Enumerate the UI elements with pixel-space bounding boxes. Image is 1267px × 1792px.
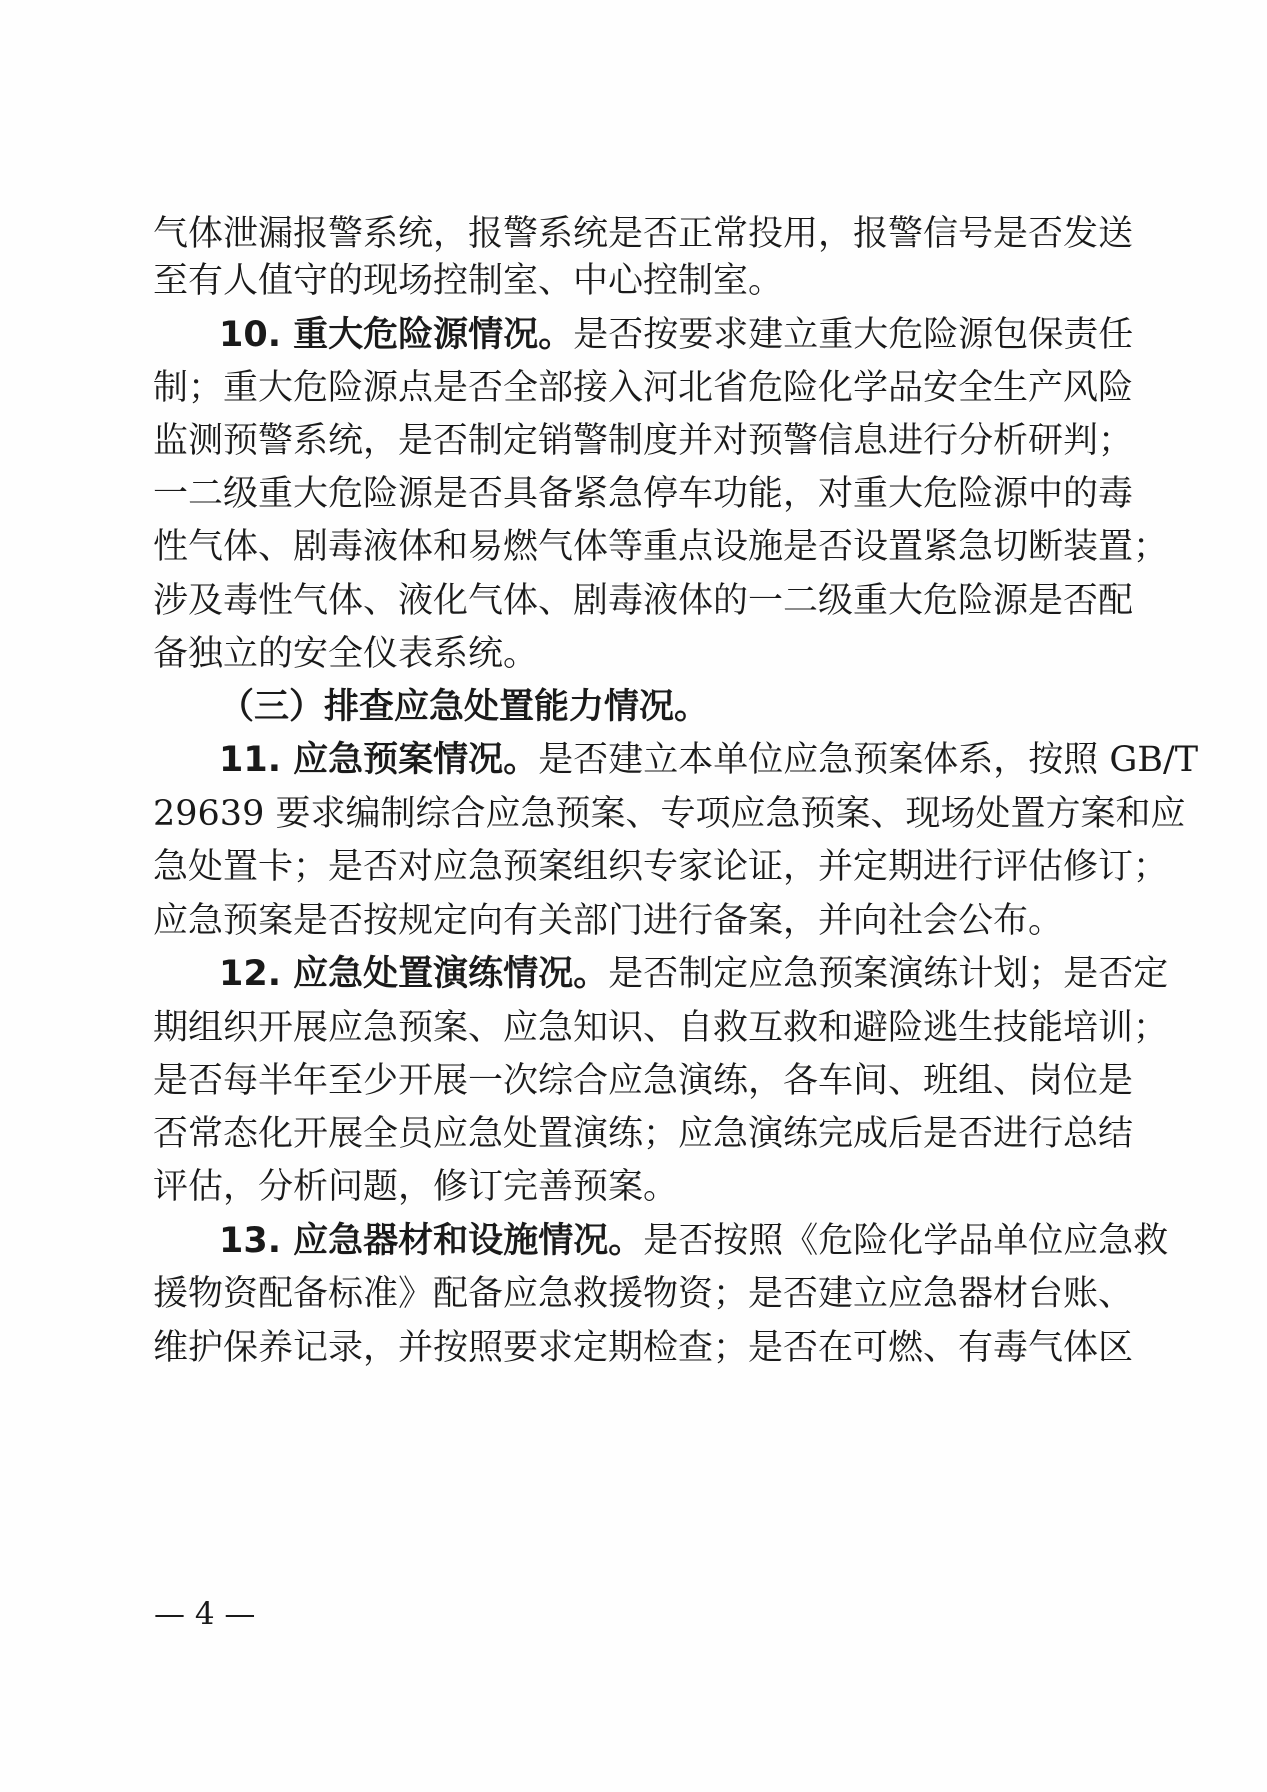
item-10-text: 是否按要求建立重大危险源包保责任 — [573, 315, 1134, 355]
body-line: 应急预案是否按规定向有关部门进行备案，并向社会公布。 — [153, 901, 1064, 941]
item-13 — [219, 1219, 1168, 1263]
item-11 — [219, 738, 1198, 782]
body-line: 急处置卡；是否对应急预案组织专家论证，并定期进行评估修订； — [153, 847, 1169, 887]
body-line: 维护保养记录，并按照要求定期检查；是否在可燃、有毒气体区 — [153, 1328, 1134, 1368]
item-12 — [219, 952, 1168, 996]
body-line: 备独立的安全仪表系统。 — [153, 634, 539, 674]
body-line: 评估，分析问题，修订完善预案。 — [153, 1167, 679, 1207]
body-line: 是否每半年至少开展一次综合应急演练，各车间、班组、岗位是 — [153, 1061, 1134, 1101]
body-line: 性气体、剧毒液体和易燃气体等重点设施是否设置紧急切断装置； — [153, 527, 1169, 567]
body-line: 否常态化开展全员应急处置演练；应急演练完成后是否进行总结 — [153, 1114, 1134, 1154]
body-line: 期组织开展应急预案、应急知识、自救互救和避险逃生技能培训； — [153, 1008, 1169, 1048]
item-10-heading: 10. 重大危险源情况。 — [219, 315, 574, 355]
item-13-heading: 13. 应急器材和设施情况。 — [219, 1221, 644, 1261]
body-line: 监测预警系统，是否制定销警制度并对预警信息进行分析研判； — [153, 421, 1134, 461]
body-line: 制；重大危险源点是否全部接入河北省危险化学品安全生产风险 — [153, 368, 1134, 408]
item-12-text: 是否制定应急预案演练计划；是否定 — [608, 954, 1169, 994]
body-line: 气体泄漏报警系统，报警系统是否正常投用，报警信号是否发送 — [153, 214, 1134, 254]
page-number: — 4 — — [154, 1596, 256, 1632]
item-12-heading: 12. 应急处置演练情况。 — [219, 954, 609, 994]
item-10 — [219, 313, 1133, 357]
item-11-heading: 11. 应急预案情况。 — [219, 740, 539, 780]
section-heading: （三）排查应急处置能力情况。 — [219, 687, 710, 727]
body-line: 涉及毒性气体、液化气体、剧毒液体的一二级重大危险源是否配 — [153, 581, 1134, 621]
body-line: 援物资配备标准》配备应急救援物资；是否建立应急器材台账、 — [153, 1274, 1134, 1314]
item-13-text: 是否按照《危险化学品单位应急救 — [643, 1221, 1169, 1261]
item-11-text: 是否建立本单位应急预案体系，按照 GB/T — [538, 740, 1199, 780]
body-line: 一二级重大危险源是否具备紧急停车功能，对重大危险源中的毒 — [153, 474, 1134, 514]
body-line: 29639 要求编制综合应急预案、专项应急预案、现场处置方案和应 — [153, 794, 1186, 834]
body-line: 至有人值守的现场控制室、中心控制室。 — [153, 261, 784, 301]
